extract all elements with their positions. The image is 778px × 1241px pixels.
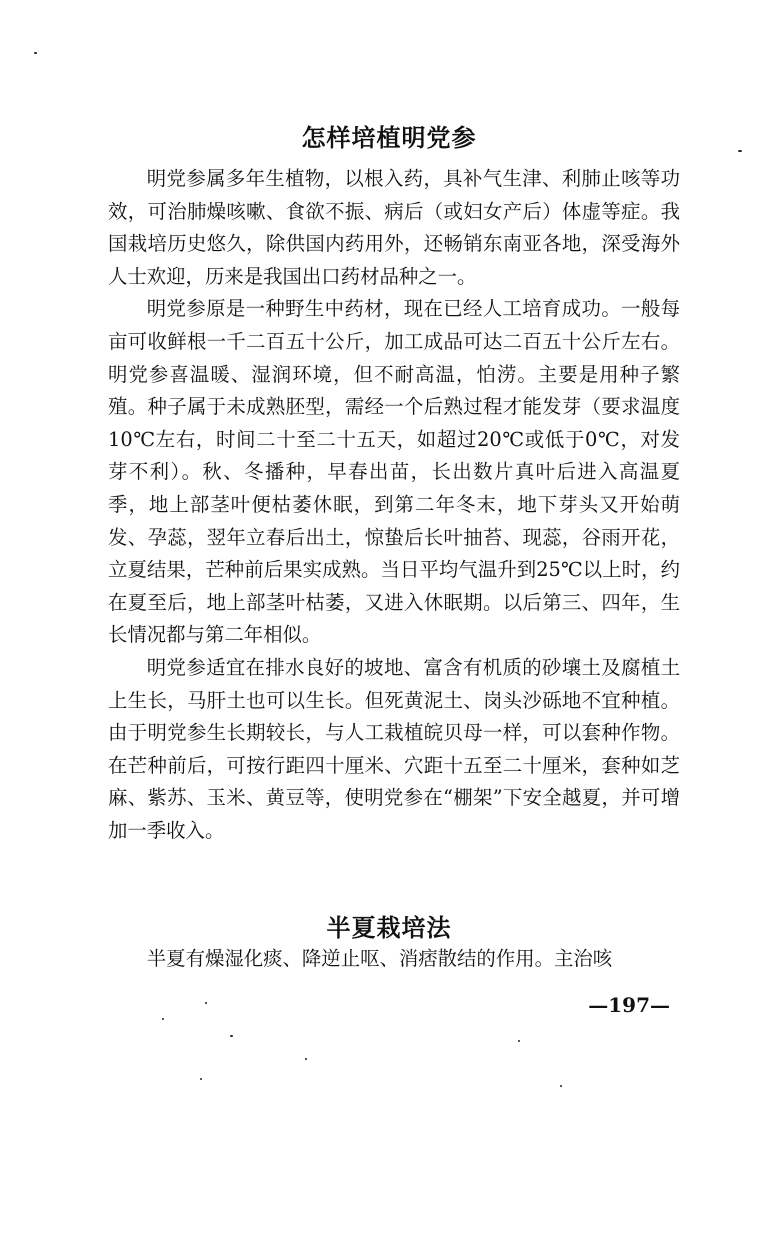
section-body xyxy=(108,163,680,847)
scan-speck xyxy=(560,1085,562,1087)
scan-speck xyxy=(230,1035,233,1037)
scan-speck xyxy=(738,150,742,152)
scan-speck xyxy=(518,1040,520,1042)
scan-speck xyxy=(34,52,37,54)
paragraph: 半夏有燥湿化痰、降逆止呕、消痞散结的作用。主治咳 xyxy=(146,947,613,970)
scan-speck xyxy=(205,1002,207,1004)
paragraph: 明党参原是一种野生中药材，现在已经人工培育成功。一般每亩可收鲜根一千二百五十公斤，加工成品可达二百五十公斤左右。明党参喜温暖、湿润环境，但不耐高温，怕涝。主要是用种子繁殖。种子属于未成熟胚型，需经一个后熟过程才能发芽（要求温度10℃左右，时间二十至二十五天，如超过20℃或低于0℃，对发芽不利）。秋、冬播种，早春出苗，长出数片真叶后进入高温夏季，地上部茎叶便枯萎休眠，到第二年冬末，地下芽头又开始萌发、孕蕊，翌年立春后出土，惊蛰后长叶抽苔、现蕊，谷雨开花，立夏结果，芒种前后果实成熟。当日平均气温升到25℃以上时，约在夏至后，地上部茎叶枯萎，又进入休眠期。以后第三、四年，生长情况都与第二年相似。 xyxy=(108,297,680,647)
section-title: 怎样培植明党参 xyxy=(301,123,477,152)
scan-speck xyxy=(162,1018,164,1020)
scan-speck xyxy=(200,1078,202,1080)
section-body xyxy=(108,943,680,976)
paragraph: 明党参属多年生植物，以根入药，具补气生津、利肺止咳等功效，可治肺燥咳嗽、食欲不振、病后（或妇女产后）体虚等症。我国栽培历史悠久，除供国内药用外，还畅销东南亚各地，深受海外人士欢迎，历来是我国出口药材品种之一。 xyxy=(108,167,680,288)
section-title: 半夏栽培法 xyxy=(326,913,452,942)
paragraph: 明党参适宜在排水良好的坡地、富含有机质的砂壤土及腐植土上生长，马肝土也可以生长。但死黄泥土、岗头沙砾地不宜种植。由于明党参生长期较长，与人工栽植皖贝母一样，可以套种作物。在芒种前后，可按行距四十厘米、穴距十五至二十厘米，套种如芝麻、紫苏、玉米、黄豆等，使明党参在“棚架”下安全越夏，并可增加一季收入。 xyxy=(108,655,680,842)
scan-speck xyxy=(305,1058,307,1060)
page-number: —197— xyxy=(588,993,670,1017)
